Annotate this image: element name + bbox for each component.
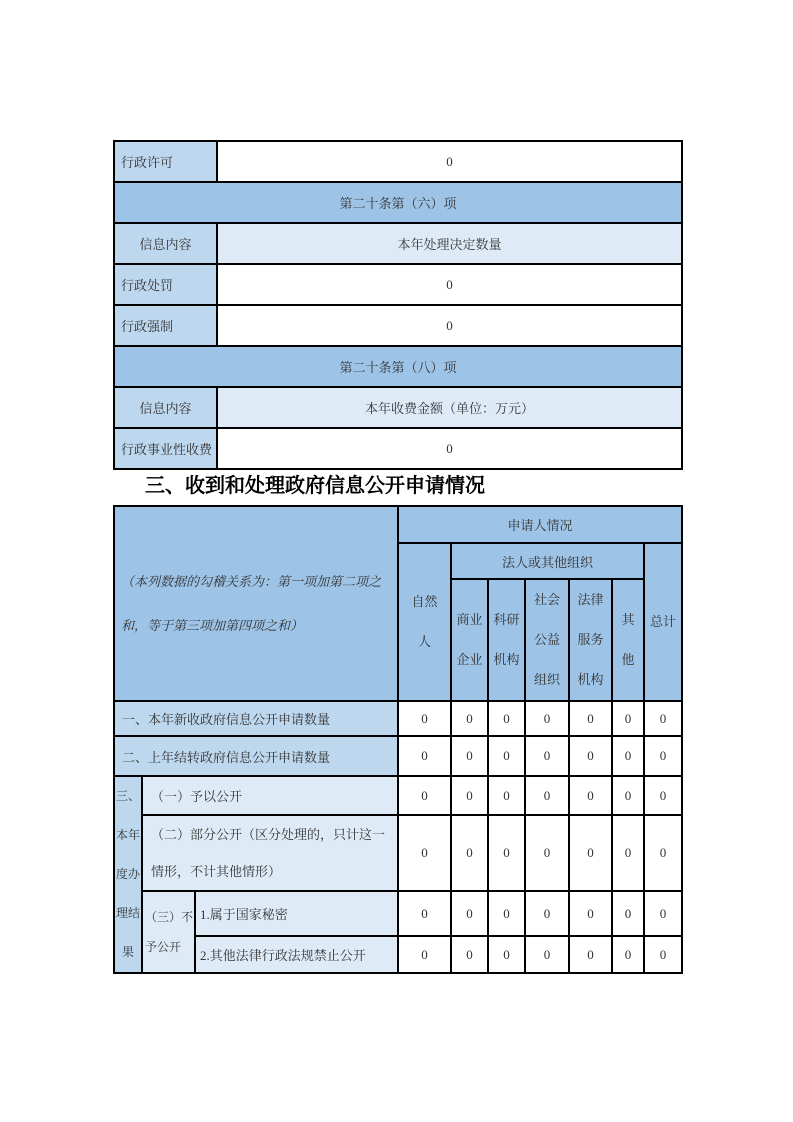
table-row <box>114 387 682 428</box>
value-cell: 0 <box>644 936 682 973</box>
value-cell: 0 <box>569 736 612 776</box>
section3-label-cell: 三、本年度办理结果 <box>114 776 142 973</box>
col-header-research: 科研机构 <box>488 579 525 701</box>
row-value-cell: 0 <box>217 141 682 182</box>
value-cell: 0 <box>644 815 682 891</box>
row-value-cell: 0 <box>217 305 682 346</box>
table-row <box>114 264 682 305</box>
legal-org-group-header-cell: 法人或其他组织 <box>451 543 644 579</box>
applications-table <box>113 505 683 974</box>
value-cell: 0 <box>569 776 612 815</box>
value-cell: 0 <box>398 815 451 891</box>
value-cell: 0 <box>525 815 569 891</box>
table-row <box>114 736 682 776</box>
value-cell: 0 <box>525 776 569 815</box>
table-row <box>114 428 682 469</box>
table-row <box>114 346 682 387</box>
value-cell: 0 <box>644 701 682 736</box>
article20-table <box>113 140 683 470</box>
value-cell: 0 <box>569 815 612 891</box>
table-row <box>114 891 682 936</box>
value-cell: 0 <box>525 701 569 736</box>
value-cell: 0 <box>488 936 525 973</box>
value-cell: 0 <box>612 891 644 936</box>
table-row <box>114 223 682 264</box>
value-cell: 0 <box>525 936 569 973</box>
col-header-commercial: 商业企业 <box>451 579 488 701</box>
row-value-cell: 0 <box>217 264 682 305</box>
value-cell: 0 <box>612 701 644 736</box>
row-label-cell: 行政许可 <box>114 141 217 182</box>
value-cell: 0 <box>644 891 682 936</box>
value-cell: 0 <box>488 891 525 936</box>
value-cell: 0 <box>451 815 488 891</box>
table-row <box>114 776 682 815</box>
value-cell: 0 <box>525 736 569 776</box>
natural-person-header-cell: 自然人 <box>398 543 451 701</box>
table-row <box>114 936 682 973</box>
section-heading: 三、收到和处理政府信息公开申请情况 <box>145 475 485 497</box>
row-label-cell: 信息内容 <box>114 223 217 264</box>
value-cell: 0 <box>644 776 682 815</box>
value-cell: 0 <box>488 736 525 776</box>
header-row <box>114 506 682 543</box>
section-header-cell: 第二十条第（八）项 <box>114 346 682 387</box>
value-cell: 0 <box>398 776 451 815</box>
note-cell: （本列数据的勾稽关系为：第一项加第二项之和，等于第三项加第四项之和） <box>114 506 398 701</box>
sub-row-label-cell: （一）予以公开 <box>142 776 398 815</box>
value-cell: 0 <box>612 815 644 891</box>
table-row <box>114 305 682 346</box>
value-cell: 0 <box>398 891 451 936</box>
table-row <box>114 701 682 736</box>
value-cell: 0 <box>612 736 644 776</box>
row-label-cell: 行政强制 <box>114 305 217 346</box>
value-cell: 0 <box>488 776 525 815</box>
value-cell: 0 <box>569 701 612 736</box>
table-row <box>114 182 682 223</box>
value-cell: 0 <box>569 936 612 973</box>
value-cell: 0 <box>525 891 569 936</box>
col-header-legal-service: 法律服务机构 <box>569 579 612 701</box>
value-cell: 0 <box>612 776 644 815</box>
row-value-cell: 本年收费金额（单位：万元） <box>217 387 682 428</box>
value-cell: 0 <box>488 815 525 891</box>
value-cell: 0 <box>451 891 488 936</box>
value-cell: 0 <box>451 701 488 736</box>
value-cell: 0 <box>569 891 612 936</box>
col-header-other: 其他 <box>612 579 644 701</box>
value-cell: 0 <box>451 736 488 776</box>
applicant-group-header-cell: 申请人情况 <box>398 506 682 543</box>
col-header-social: 社会公益组织 <box>525 579 569 701</box>
value-cell: 0 <box>398 701 451 736</box>
value-cell: 0 <box>451 776 488 815</box>
value-cell: 0 <box>398 936 451 973</box>
sub-row-label-cell: （三）不予公开 <box>142 891 195 973</box>
item-label-cell: 2.其他法律行政法规禁止公开 <box>195 936 398 973</box>
value-cell: 0 <box>398 736 451 776</box>
row-label-cell: 行政处罚 <box>114 264 217 305</box>
row-label-cell: 一、本年新收政府信息公开申请数量 <box>114 701 398 736</box>
table-row <box>114 815 682 891</box>
sub-row-label-cell: （二）部分公开（区分处理的，只计这一情形，不计其他情形） <box>142 815 398 891</box>
total-header-cell: 总计 <box>644 543 682 701</box>
table-row <box>114 141 682 182</box>
value-cell: 0 <box>451 936 488 973</box>
row-label-cell: 二、上年结转政府信息公开申请数量 <box>114 736 398 776</box>
row-label-cell: 行政事业性收费 <box>114 428 217 469</box>
row-value-cell: 0 <box>217 428 682 469</box>
row-value-cell: 本年处理决定数量 <box>217 223 682 264</box>
value-cell: 0 <box>488 701 525 736</box>
value-cell: 0 <box>644 736 682 776</box>
row-label-cell: 信息内容 <box>114 387 217 428</box>
item-label-cell: 1.属于国家秘密 <box>195 891 398 936</box>
value-cell: 0 <box>612 936 644 973</box>
section-header-cell: 第二十条第（六）项 <box>114 182 682 223</box>
